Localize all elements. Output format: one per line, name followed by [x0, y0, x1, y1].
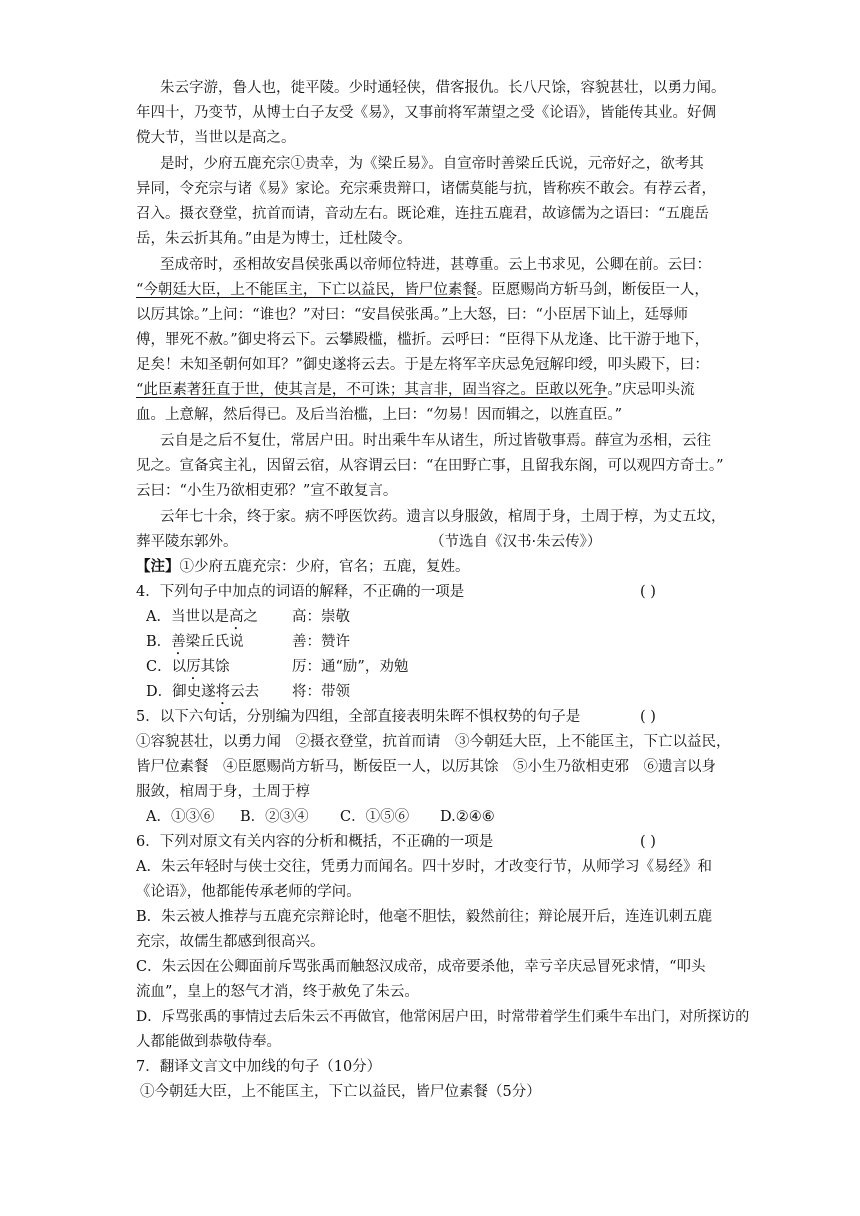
q4-option-d-explain: 将：带领 [292, 684, 350, 700]
dotted-word: 将 [215, 684, 231, 700]
passage-line: 至成帝时，丞相故安昌侯张禹以帝师位特进，甚尊重。云上书求见，公卿在前。云曰： [160, 257, 711, 273]
passage-text: 。”庆忌叩头流 [607, 382, 695, 398]
footnote [136, 558, 470, 576]
note-label: 【注】 [136, 558, 180, 575]
passage-line: 朱云字游，鲁人也，徙平陵。少时通轻侠，借客报仇。长八尺馀，容貌甚壮，以勇力闻。 [160, 80, 726, 96]
passage-line: 葬平陵东郭外。 [136, 534, 238, 550]
passage-line: 年四十，乃变节，从博士白子友受《易》，又事前将军萧望之受《论语》，皆能传其业。好倜 [136, 105, 716, 121]
dotted-word: 善 [171, 634, 186, 650]
passage-line: 云年七十余，终于家。病不呼医饮药。遗言以身服敛，棺周于身，土周于椁，为丈五坟， [160, 509, 726, 525]
q5-sentences: 服敛，棺周于身，土周于椁 [136, 784, 310, 800]
q4-option-c-explain: 厉：通“励”，劝勉 [292, 659, 409, 675]
q4-option-b-explain: 善：赞许 [292, 634, 350, 650]
q5-sentences: 皆尸位素餐 ④臣愿赐尚方斩马，断佞臣一人，以厉其馀 ⑤小生乃欲相吏邪 ⑥遗言以身 [136, 759, 716, 775]
passage-line: 以厉其馀。”上问：“谁也？”对曰：“安昌侯张禹。”上大怒，曰：“小臣居下讪上，廷辱师 [136, 307, 688, 323]
source-citation: （节选自《汉书·朱云传》） [430, 534, 602, 550]
q5-choice-a: A．①③⑥ [146, 809, 215, 825]
q4-option-b: B．善梁丘氏说 [146, 634, 244, 650]
answer-bracket: ( ) [640, 584, 656, 600]
question-4-stem: 4．下列句子中加点的词语的解释，不正确的一项是 [136, 584, 465, 600]
q6-option-text: 人都能做到恭敬侍奉。 [136, 1034, 281, 1050]
answer-bracket: ( ) [640, 709, 656, 725]
passage-line: 异同，令充宗与诸《易》家论。充宗乘贵辩口，诸儒莫能与抗，皆称疾不敢会。有荐云者， [136, 181, 716, 197]
passage-line: 云自是之后不复仕，常居户田。时出乘牛车从诸生，所过皆敬事焉。薛宣为丞相，云往 [160, 433, 711, 449]
q5-sentences: ①容貌甚壮，以勇力闻 ②摄衣登堂，抗首而请 ③今朝廷大臣，上不能匡主，下亡以益民， [136, 734, 731, 750]
passage-line: 云曰：“小生乃欲相吏邪？”宣不敢复言。 [136, 483, 398, 499]
passage-line: 是时，少府五鹿充宗①贵幸，为《梁丘易》。自宣帝时善梁丘氏说，元帝好之，欲考其 [160, 156, 704, 172]
q6-option-text: 充宗，故儒生都感到很高兴。 [136, 934, 325, 950]
passage-line [136, 381, 695, 399]
passage-line: 血。上意解，然后得已。及后当治槛，上曰：“勿易！因而辑之，以旌直臣。” [136, 407, 623, 423]
question-5-stem: 5．以下六句话，分别编为四组，全部直接表明朱晖不惧权势的句子是 [136, 709, 581, 725]
passage-line: 傅，罪死不赦。”御史将云下。云攀殿槛，槛折。云呼曰：“臣得下从龙逢、比干游于地下， [136, 332, 710, 348]
passage-line: 足矣！未知圣朝何如耳？”御史遂将云去。于是左将军辛庆忌免冠解印绶，叩头殿下，曰： [136, 357, 709, 373]
question-6-stem: 6．下列对原文有关内容的分析和概括，不正确的一项是 [136, 834, 494, 850]
passage-line: 召入。摄衣登堂，抗首而请，音动左右。既论难，连拄五鹿君，故谚儒为之语曰：“五鹿岳 [136, 206, 709, 222]
passage-line [136, 281, 709, 299]
passage-line: 傥大节，当世以是高之。 [136, 130, 296, 146]
dotted-word: 厉 [186, 659, 201, 675]
answer-bracket: ( ) [640, 834, 656, 850]
q5-choice-c: C．①⑤⑥ [340, 809, 410, 825]
passage-line: 岳，朱云折其角。”由是为博士，迁杜陵令。 [136, 231, 412, 247]
q6-option-text: 《论语》，他都能传承老师的学问。 [136, 884, 361, 900]
q5-choice-b: B．②③④ [240, 809, 309, 825]
underlined-sentence-1: “今朝廷大臣，上不能匡主，下亡以益民，皆尸位素餐 [136, 282, 477, 298]
q6-option-text: D．斥骂张禹的事情过去后朱云不再做官，他常闲居户田，时常带着学生们乘牛车出门，对所探访的 [136, 1009, 750, 1025]
dotted-word: 高 [228, 609, 244, 625]
q6-option-text: A．朱云年轻时与侠士交往，凭勇力而闻名。四十岁时，才改变行节，从师学习《易经》和 [136, 859, 712, 875]
q6-option-text: C．朱云因在公卿面前斥骂张禹而触怒汉成帝，成帝要杀他，幸亏辛庆忌冒死求情，“叩头 [136, 959, 706, 975]
q7-item-1: ①今朝廷大臣，上不能匡主，下亡以益民，皆尸位素餐（5分） [140, 1084, 541, 1100]
note-text: ①少府五鹿充宗：少府，官名；五鹿，复姓。 [179, 559, 470, 575]
q4-option-a: A．当世以是高之 [146, 609, 258, 625]
question-7-stem: 7．翻译文言文中加线的句子（10分） [136, 1059, 382, 1075]
q4-option-a-explain: 高：崇敬 [292, 609, 350, 625]
underlined-sentence-2: “此臣素著狂直于世，使其言是，不可诛；其言非，固当容之。臣敢以死争 [136, 382, 608, 398]
q6-option-text: B．朱云被人推荐与五鹿充宗辩论时，他毫不胆怯，毅然前往；辩论展开后，连连讥刺五鹿 [136, 909, 713, 925]
q4-option-c: C．以厉其馀 [146, 659, 230, 675]
q5-choice-d: D.②④⑥ [440, 809, 495, 825]
q4-option-d: D．御史遂将云去 [146, 684, 260, 700]
passage-line: 见之。宣备宾主礼，因留云宿，从容谓云曰：“在田野亡事，且留我东阁，可以观四方奇士。” [136, 458, 724, 474]
passage-text: 。臣愿赐尚方斩马剑，断佞臣一人， [476, 282, 709, 298]
q6-option-text: 流血”，皇上的怒气才消，终于赦免了朱云。 [136, 984, 419, 1000]
